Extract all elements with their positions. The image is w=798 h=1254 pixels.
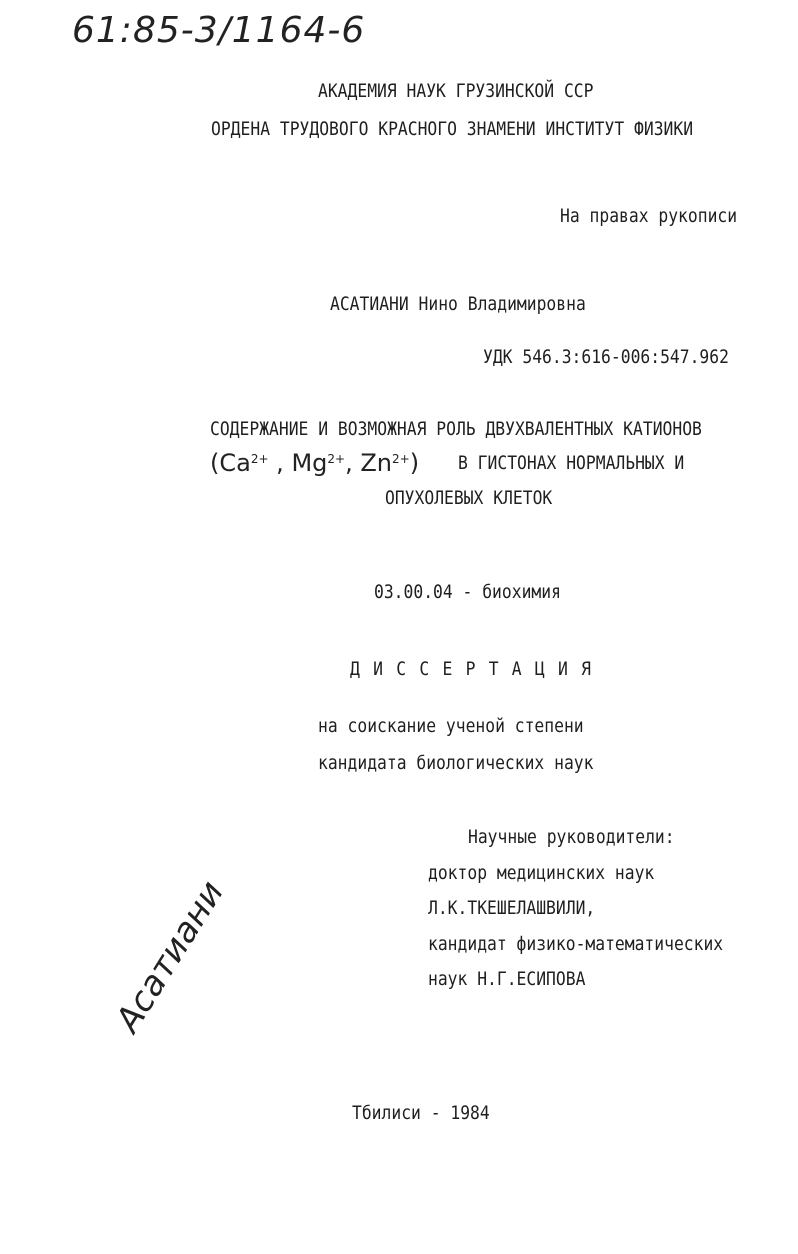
handwritten-archive-number: 61:85-3/1164-6 bbox=[72, 10, 366, 51]
title-line-2: В ГИСТОНАХ НОРМАЛЬНЫХ И bbox=[458, 452, 685, 474]
title-line-3: ОПУХОЛЕВЫХ КЛЕТОК bbox=[385, 487, 553, 509]
specialty-code: 03.00.04 - биохимия bbox=[374, 581, 561, 603]
institute-name: ОРДЕНА ТРУДОВОГО КРАСНОГО ЗНАМЕНИ ИНСТИТУТ ФИЗИКИ bbox=[211, 118, 694, 140]
handwritten-signature: Асатиани bbox=[108, 873, 232, 1040]
academy-name: АКАДЕМИЯ НАУК ГРУЗИНСКОЙ ССР bbox=[318, 80, 594, 102]
degree-line-2: кандидата биологических наук bbox=[318, 752, 594, 774]
supervisor-1-title: доктор медицинских наук bbox=[428, 862, 655, 884]
city-year: Тбилиси - 1984 bbox=[352, 1102, 490, 1124]
cation-formula: ($Ca^{2+}$ , $Mg^{2+}$, $Zn^{2+}$) bbox=[210, 449, 420, 477]
supervisor-2-name: наук Н.Г.ЕСИПОВА bbox=[428, 968, 586, 990]
supervisor-2-title: кандидат физико-математических bbox=[428, 933, 724, 955]
author-name: АСАТИАНИ Нино Владимировна bbox=[330, 293, 586, 315]
udc-code: УДК 546.3:616-006:547.962 bbox=[483, 346, 729, 368]
title-line-1: СОДЕРЖАНИЕ И ВОЗМОЖНАЯ РОЛЬ ДВУХВАЛЕНТНЫХ КАТИОНОВ bbox=[210, 418, 702, 440]
manuscript-rights: На правах рукописи bbox=[560, 205, 738, 227]
document-type: Д И С С Е Р Т А Ц И Я bbox=[350, 658, 593, 680]
supervisor-1-name: Л.К.ТКЕШЕЛАШВИЛИ, bbox=[428, 897, 596, 919]
degree-line-1: на соискание ученой степени bbox=[318, 715, 584, 737]
supervisors-heading: Научные руководители: bbox=[468, 826, 675, 848]
